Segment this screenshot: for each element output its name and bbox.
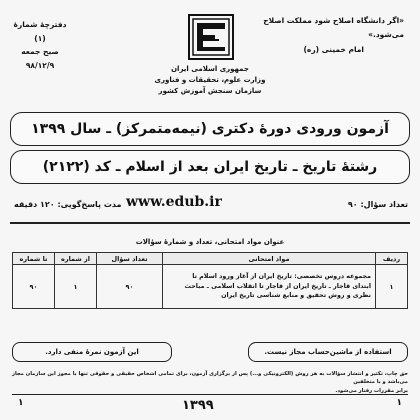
table-row (13, 265, 408, 309)
calculator-note: استفاده از ماشین‌حساب مجاز نیست. (248, 342, 408, 362)
table-title: عنوان مواد امتحانی، تعداد و شمارهٔ سؤالات (135, 238, 285, 246)
col-header-from: از شماره (55, 253, 97, 265)
footer-year: ۱۳۹۹ (182, 398, 214, 413)
organization-block (150, 64, 270, 97)
cell-subject (163, 265, 376, 309)
cell-count: ۹۰ (97, 265, 163, 309)
col-header-row-number: ردیف (376, 253, 408, 265)
page-marker-right: ۱ (396, 398, 402, 408)
copyright-line: حق چاپ، تکثیر و انتشار سؤالات به هر روش (الکترونیکی و...) پس از برگزاری آزمون، برای تمامی اشخاص حقیقی و حقوقی تنها با مجوز این سازمان مجاز می‌باشد و با متخلفین (12, 371, 408, 386)
question-count: تعداد سؤال: ۹۰ (347, 200, 408, 209)
footer-bar (12, 394, 408, 416)
exam-info-line (10, 196, 410, 218)
divider (10, 222, 410, 224)
table-header-row (13, 253, 408, 265)
subject-line: نظری و روش تحقیق و منابع شناسی تاریخ ایران (221, 292, 371, 300)
imam-quote (254, 14, 404, 57)
booklet-info (10, 18, 70, 72)
quote-text: «اگر دانشگاه اصلاح شود مملکت اصلاح می‌شود.» (263, 16, 404, 40)
subjects-table (12, 252, 408, 309)
organization-logo-icon (188, 14, 234, 60)
cell-to: ۹۰ (13, 265, 55, 309)
col-header-to: تا شماره (13, 253, 55, 265)
subject-line: مجموعه دروس تخصصی: تاریخ ایران از آغاز ورود اسلام تا (192, 272, 371, 280)
booklet-number: دفترچهٔ شمارهٔ (۱) (13, 20, 67, 43)
exam-date: ۹۸/۱۲/۹ (25, 60, 55, 70)
copyright-line: برابر مقررات رفتار می‌شود. (335, 387, 408, 394)
exam-title: آزمون ورودی دورهٔ دکتری (نیمه‌متمرکز) ـ سال ۱۳۹۹ (10, 112, 410, 146)
org-country: جمهوری اسلامی ایران (171, 65, 249, 73)
copyright-notice (12, 370, 408, 395)
org-agency: سازمان سنجش آموزش کشور (158, 86, 262, 95)
col-header-subject: مواد امتحانی (163, 253, 376, 265)
page-marker-left: ۱ (18, 398, 24, 408)
cell-row-number: ۱ (376, 265, 408, 309)
col-header-count: تعداد سؤال (97, 253, 163, 265)
duration: مدت پاسخ‌گویی: ۱۲۰ دقیقه (14, 200, 122, 209)
subject-line: ابتدای قاجار ـ تاریخ ایران از قاجار تا انقلاب اسلامی ـ مباحث (184, 282, 371, 290)
website-watermark: www.edub.ir (126, 194, 222, 210)
cell-from: ۱ (55, 265, 97, 309)
exam-session: صبح جمعه (21, 47, 59, 56)
field-title: رشتهٔ تاریخ ـ تاریخ ایران بعد از اسلام ـ کد (۲۱۲۲) (10, 150, 410, 184)
org-ministry: وزارت علوم، تحقیقات و فناوری (154, 75, 266, 84)
quote-attribution: امام خمینی (ره) (303, 44, 364, 54)
negative-marking-note: این آزمون نمرهٔ منفی دارد. (12, 342, 172, 362)
